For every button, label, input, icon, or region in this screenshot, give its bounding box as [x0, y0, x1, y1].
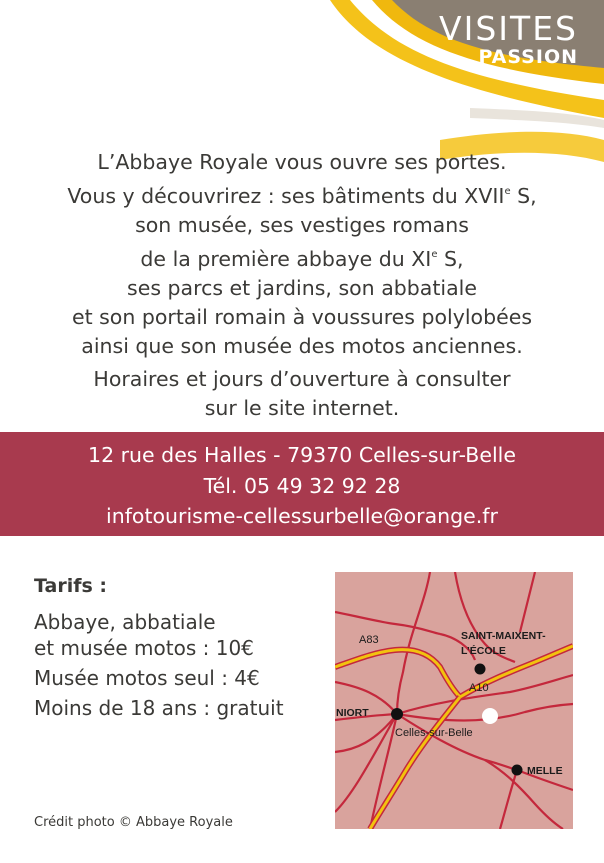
location-map — [335, 572, 573, 829]
price-list — [34, 573, 324, 725]
visites-passion-logo — [439, 9, 578, 68]
photo-credit: Crédit photo © Abbaye Royale — [34, 815, 233, 830]
intro-line: Vous y découvrirez : ses bâtiments du XVIIe S, — [67, 184, 537, 208]
address: 12 rue des Halles - 79370 Celles-sur-Belle — [88, 443, 516, 467]
map-label-st-maixent: SAINT-MAIXENT- — [461, 630, 546, 642]
intro-line: L’Abbaye Royale vous ouvre ses portes. — [97, 150, 507, 174]
price-item: Abbaye, abbatiale et musée motos : 10€ — [34, 610, 254, 660]
hours-line: sur le site internet. — [204, 396, 400, 420]
intro-line: et son portail romain à voussures polylobées — [71, 305, 533, 329]
map-svg — [335, 572, 573, 829]
prices-title: Tarifs : — [34, 575, 108, 597]
price-item: Moins de 18 ans : gratuit — [34, 696, 284, 720]
price-item: Musée motos seul : 4€ — [34, 666, 260, 690]
st-maixent-marker — [475, 664, 486, 675]
phone-number[interactable]: Tél. 05 49 32 92 28 — [203, 473, 401, 498]
logo-passion: PASSION — [478, 46, 578, 68]
intro-line: de la première abbaye du XIe S, — [140, 247, 464, 271]
email-link[interactable]: infotourisme-cellessurbelle@orange.fr — [106, 504, 498, 528]
map-label-melle: MELLE — [527, 765, 563, 777]
intro-line: ainsi que son musée des motos anciennes. — [81, 334, 523, 358]
intro-line: son musée, ses vestiges romans — [135, 213, 469, 237]
melle-marker — [512, 765, 523, 776]
intro-line: ses parcs et jardins, son abbatiale — [127, 276, 477, 300]
map-label-niort: NIORT — [336, 707, 369, 719]
map-label-a83: A83 — [359, 634, 379, 646]
contact-band — [0, 432, 604, 536]
map-label-st-maixent-2: L’ÉCOLE — [461, 645, 506, 657]
map-label-celles: Celles-sur-Belle — [395, 727, 473, 739]
map-label-a10: A10 — [469, 682, 489, 694]
niort-marker — [391, 708, 403, 720]
intro-text — [20, 148, 584, 423]
hours-line: Horaires et jours d’ouverture à consulter — [93, 367, 511, 391]
logo-visites: VISITES — [439, 9, 578, 48]
celles-marker — [482, 708, 498, 724]
